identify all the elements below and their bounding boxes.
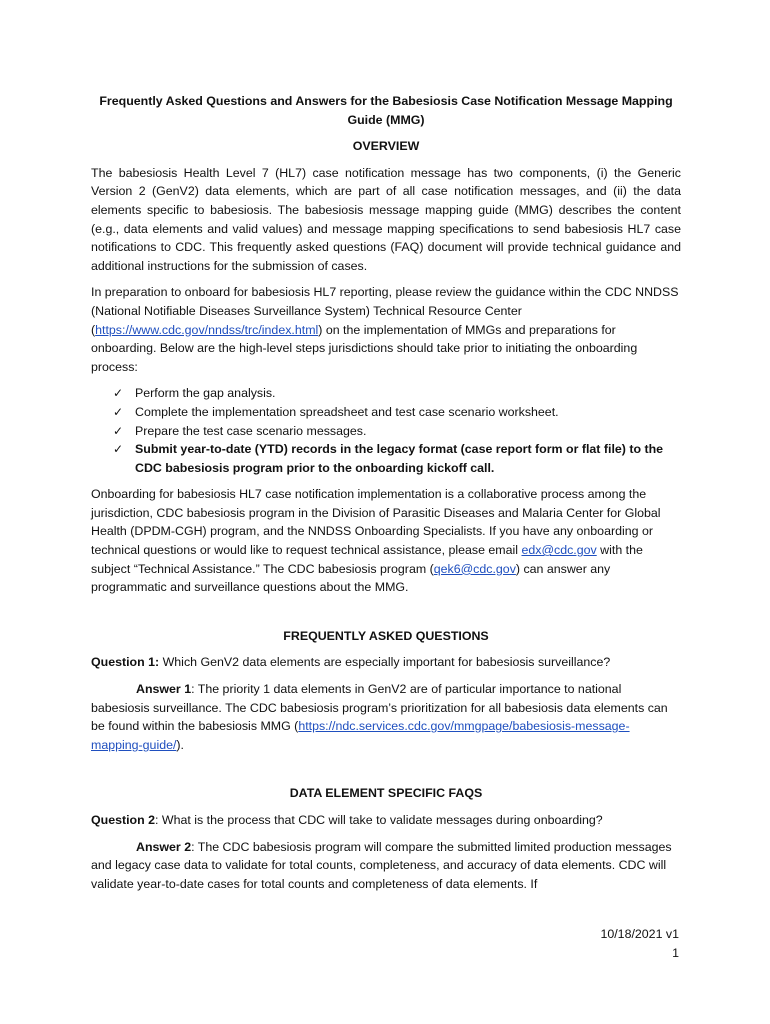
onboarding-text-1: Onboarding for babesiosis HL7 case notification implementation is a collaborative process among the jurisdiction, CDC babesiosis program in the Division of Parasitic Diseases and Malaria Center for Global Health (DPDM-CGH) program, and the NNDSS Onboarding Specialists. If you have any onboarding or technical questions or would like to request technical assistance, please email: [91, 487, 661, 558]
checkmark-icon: ✓: [113, 404, 124, 419]
document-body: [91, 92, 681, 901]
checklist-item: [113, 422, 681, 441]
onboarding-paragraph: [91, 485, 681, 597]
trc-link[interactable]: https://www.cdc.gov/nndss/trc/index.html: [95, 322, 319, 337]
question-1-label: Question 1:: [91, 655, 160, 670]
answer-1-text: : The priority 1 data elements in GenV2 are of particular importance to national babesiosis surveillance. The CDC babesiosis program’s prioritization for all babesiosis data elements can be found within the babesiosis MMG (: [91, 682, 668, 734]
answer-2: [91, 838, 681, 894]
checklist-item: [113, 384, 681, 403]
answer-1-end: ).: [176, 737, 184, 752]
answer-2-text: : The CDC babesiosis program will compare the submitted limited production messages and legacy case data to validate for total counts, completeness, and accuracy of data elements. CDC will validate year-to-date cases for total counts and completeness of data elements. If: [91, 839, 672, 891]
edx-email-link[interactable]: edx@cdc.gov: [521, 543, 597, 558]
answer-1-label: Answer 1: [136, 682, 192, 697]
checklist-item: [113, 440, 681, 477]
preparation-text-end: ) on the implementation of MMGs and preparations for onboarding. Below are the high-level steps jurisdictions should take prior to initiating the onboarding process:: [91, 322, 638, 374]
question-2-label: Question 2: [91, 813, 156, 827]
checkmark-icon: ✓: [113, 386, 124, 401]
checklist-item-text: Complete the implementation spreadsheet and test case scenario worksheet.: [135, 404, 559, 419]
checklist-item-text: Submit year-to-date (YTD) records in the legacy format (case report form or flat file) to the CDC babesiosis program prior to the onboarding kickoff call.: [135, 442, 664, 475]
checklist-item-text: Prepare the test case scenario messages.: [135, 423, 367, 438]
section-spacer: [91, 605, 681, 627]
onboarding-text-3: ) can answer any programmatic and surveillance questions about the MMG.: [91, 561, 611, 595]
checkmark-icon: ✓: [113, 442, 124, 457]
answer-2-label: Answer 2: [136, 839, 192, 854]
data-element-faq-heading: DATA ELEMENT SPECIFIC FAQS: [289, 786, 483, 801]
checkmark-icon: ✓: [113, 423, 124, 438]
question-2-text: : What is the process that CDC will take to validate messages during onboarding?: [155, 813, 603, 827]
page-number: 1: [672, 946, 679, 960]
mmg-link[interactable]: https://ndc.services.cdc.gov/mmgpage/babesiosis-message-mapping-guide/: [91, 719, 630, 752]
onboarding-checklist: [91, 384, 681, 477]
question-2: [91, 811, 681, 830]
preparation-paragraph: [91, 283, 681, 376]
question-1-text: Which GenV2 data elements are especially important for babesiosis surveillance?: [159, 655, 611, 670]
document-title: Frequently Asked Questions and Answers for the Babesiosis Case Notification Message Mapping Guide (MMG): [99, 94, 673, 127]
overview-heading: OVERVIEW: [352, 139, 420, 154]
footer-date: 10/18/2021 v1: [600, 927, 679, 941]
checklist-item-text: Perform the gap analysis.: [135, 386, 276, 401]
question-1: [91, 653, 681, 672]
section-spacer: [91, 762, 681, 784]
program-email-link[interactable]: qek6@cdc.gov: [433, 561, 516, 576]
checklist-item: [113, 403, 681, 422]
answer-1: [91, 680, 681, 754]
preparation-text-start: In preparation to onboard for babesiosis HL7 reporting, please review the guidance within the CDC NNDSS (National Notifiable Diseases Surveillance System) Technical Resource Center (: [91, 285, 679, 337]
faq-heading: FREQUENTLY ASKED QUESTIONS: [283, 628, 489, 643]
overview-paragraph: The babesiosis Health Level 7 (HL7) case notification message has two components, (i) the Generic Version 2 (GenV2) data elements, which are part of all case notification messages, and (ii) the data elements specific to babesiosis. The babesiosis message mapping guide (MMG) describes the content (e.g., data elements and valid values) and message mapping specifications to send babesiosis HL7 case notifications to CDC. This frequently asked questions (FAQ) document will provide technical guidance and additional instructions for the submission of cases.: [91, 165, 681, 273]
onboarding-text-2: with the subject “Technical Assistance.” The CDC babesiosis program (: [91, 543, 643, 576]
